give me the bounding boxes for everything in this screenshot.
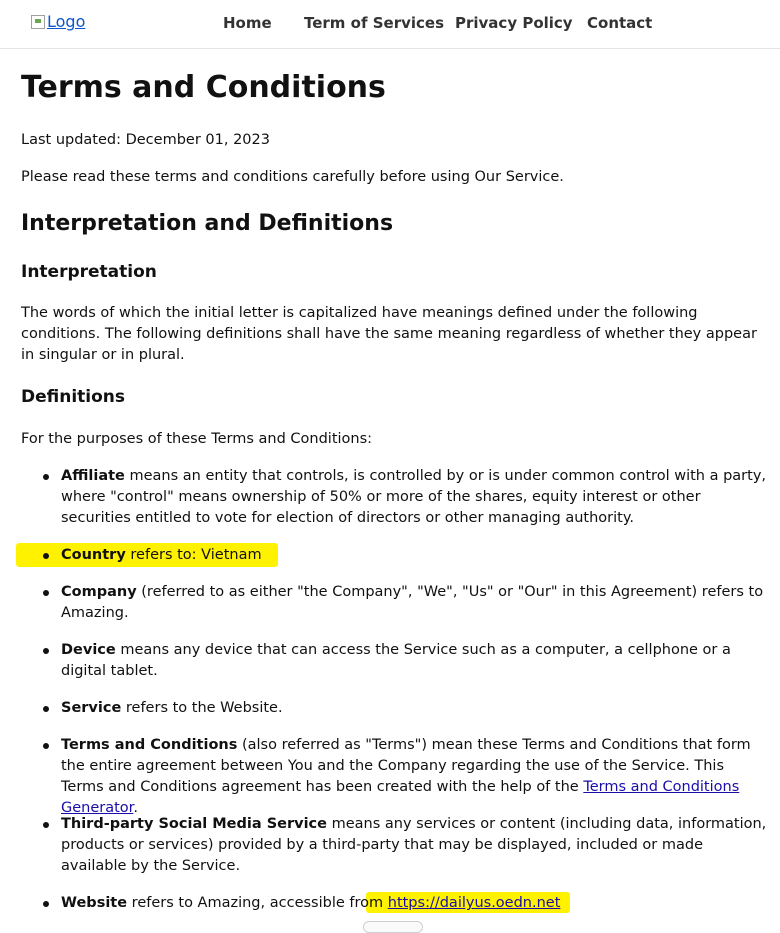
last-updated: Last updated: December 01, 2023 xyxy=(21,132,270,148)
nav-contact[interactable]: Contact xyxy=(587,14,653,32)
section-title: Interpretation and Definitions xyxy=(21,211,394,236)
definition-item xyxy=(61,735,769,819)
broken-image-icon xyxy=(31,15,45,29)
terms-generator-link[interactable]: Terms and Conditions Generator xyxy=(61,779,740,816)
website-url-link[interactable]: https://dailyus.oedn.net xyxy=(387,895,561,911)
definition-text: means any device that can access the Service such as a computer, a cellphone or a digital tablet. xyxy=(61,642,731,679)
definition-term: Company xyxy=(61,584,137,600)
definition-text: refers to the Website. xyxy=(121,700,283,716)
definition-item xyxy=(61,814,769,877)
definition-text: refers to Amazing, accessible from xyxy=(127,895,388,911)
page-title: Terms and Conditions xyxy=(21,70,386,105)
interpretation-heading: Interpretation xyxy=(21,262,157,282)
logo-link[interactable] xyxy=(31,12,85,31)
definition-term: Website xyxy=(61,895,128,911)
definition-item xyxy=(61,545,769,566)
definition-item xyxy=(61,698,769,719)
definition-item xyxy=(61,640,769,682)
definition-text: means any services or content (including data, information, products or services) provided by a third-party that may be displayed, included or made available by the Service. xyxy=(61,816,767,874)
definition-text: refers to: Vietnam xyxy=(125,547,262,563)
definition-item xyxy=(61,893,769,914)
logo-alt-text: Logo xyxy=(47,12,86,31)
intro-text: Please read these terms and conditions carefully before using Our Service. xyxy=(21,169,564,185)
back-to-top-button[interactable] xyxy=(363,921,423,933)
definition-text: means an entity that controls, is controlled by or is under common control with a party, where "control" means ownership of 50% or more of the shares, equity interest or other securities entitled to vote for election of directors or other managing authority. xyxy=(61,468,767,526)
interpretation-text: The words of which the initial letter is capitalized have meanings defined under the following conditions. The following definitions shall have the same meaning regardless of whether they appear in singular or in plural. xyxy=(21,305,757,363)
nav-privacy-policy[interactable]: Privacy Policy xyxy=(455,14,573,32)
definition-term: Device xyxy=(61,642,116,658)
nav-term-of-services[interactable]: Term of Services xyxy=(304,14,445,32)
definition-term: Affiliate xyxy=(61,468,125,484)
definition-term: Service xyxy=(61,700,122,716)
definition-text: (also referred as "Terms") mean these Terms and Conditions that form the entire agreement between You and the Company regarding the use of the Service. This Terms and Conditions agreement has been created with the help of the xyxy=(61,737,751,795)
definition-item xyxy=(61,466,769,529)
definitions-intro: For the purposes of these Terms and Conditions: xyxy=(21,431,373,447)
definition-term: Terms and Conditions xyxy=(61,737,238,753)
definitions-heading: Definitions xyxy=(21,387,126,407)
definition-term: Country xyxy=(61,547,126,563)
nav-home[interactable]: Home xyxy=(223,14,272,32)
definition-item xyxy=(61,582,769,624)
definition-text: (referred to as either "the Company", "We", "Us" or "Our" in this Agreement) refers to Amazing. xyxy=(61,584,764,621)
top-navbar xyxy=(0,0,780,49)
definition-text-end: . xyxy=(133,800,138,816)
definition-term: Third-party Social Media Service xyxy=(61,816,327,832)
